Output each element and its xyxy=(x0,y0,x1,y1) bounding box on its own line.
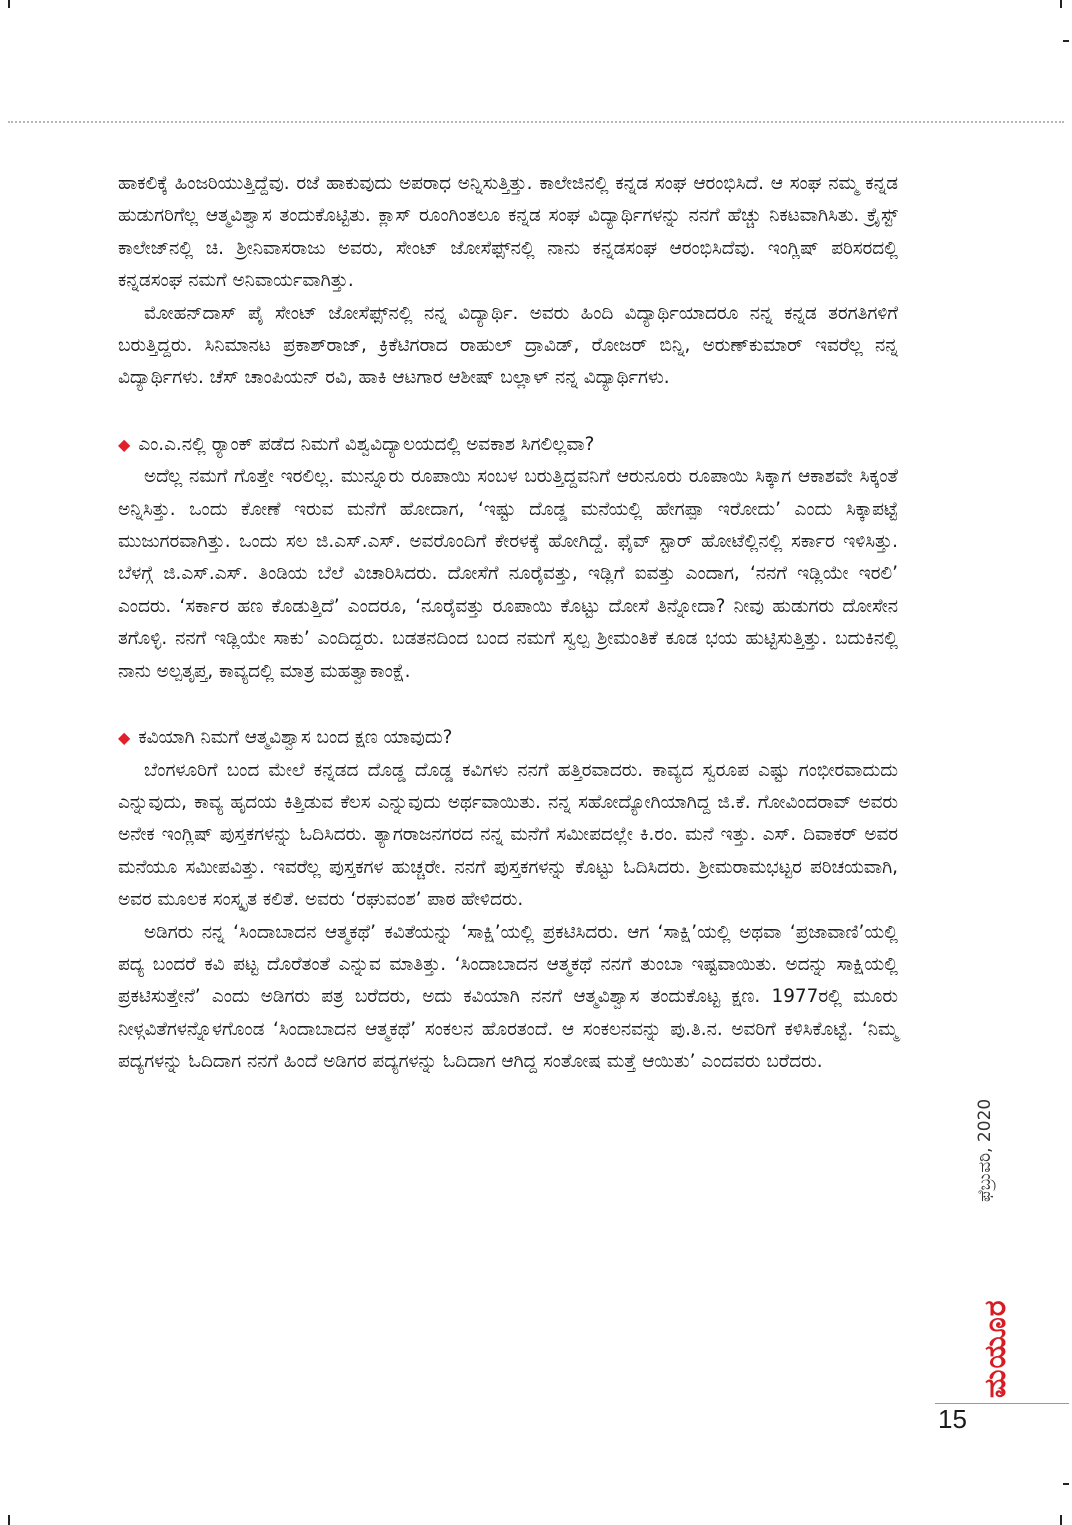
magazine-logo: ಮಯೂರ xyxy=(978,1299,1013,1398)
paragraph: ಬೆಂಗಳೂರಿಗೆ ಬಂದ ಮೇಲೆ ಕನ್ನಡದ ದೊಡ್ಡ ದೊಡ್ಡ ಕವಿಗಳು ನನಗೆ ಹತ್ತಿರವಾದರು. ಕಾವ್ಯದ ಸ್ವರೂಪ ಎಷ್ಟು ಗಂಭೀರವಾದುದು ಎನ್ನುವುದು, ಕಾವ್ಯ ಹೃದಯ ಕಿತ್ತಿಡುವ ಕೆಲಸ ಎನ್ನುವುದು ಅರ್ಥವಾಯಿತು. ನನ್ನ ಸಹೋದ್ಯೋಗಿಯಾಗಿದ್ದ ಜಿ.ಕೆ. ಗೋವಿಂದರಾವ್ ಅವರು ಅನೇಕ ಇಂಗ್ಲಿಷ್ ಪುಸ್ತಕಗಳನ್ನು ಓದಿಸಿದರು. ತ್ಯಾಗರಾಜನಗರದ ನನ್ನ ಮನೆಗೆ ಸಮೀಪದಲ್ಲೇ ಕಿ.ರಂ. ಮನೆ ಇತ್ತು. ಎಸ್. ದಿವಾಕರ್ ಅವರ ಮನೆಯೂ ಸಮೀಪವಿತ್ತು. ಇವರೆಲ್ಲ ಪುಸ್ತಕಗಳ ಹುಚ್ಚರೇ. ನನಗೆ ಪುಸ್ತಕಗಳನ್ನು ಕೊಟ್ಟು ಓದಿಸಿದರು. ಶ್ರೀಮರಾಮಭಟ್ಟರ ಪರಿಚಯವಾಗಿ, ಅವರ ಮೂಲಕ ಸಂಸ್ಕೃತ ಕಲಿತೆ. ಅವರು ‘ರಘುವಂಶ’ ಪಾಠ ಹೇಳಿದರು. xyxy=(118,759,898,911)
side-footer xyxy=(935,1082,1013,1402)
diamond-bullet-icon: ◆ xyxy=(118,728,131,748)
paragraph: ಹಾಕಲಿಕ್ಕೆ ಹಿಂಜರಿಯುತ್ತಿದ್ದೆವು. ರಜೆ ಹಾಕುವುದು ಅಪರಾಧ ಅನ್ನಿಸುತ್ತಿತ್ತು. ಕಾಲೇಜಿನಲ್ಲಿ ಕನ್ನಡ ಸಂಘ ಆರಂಭಿಸಿದೆ. ಆ ಸಂಘ ನಮ್ಮ ಕನ್ನಡ ಹುಡುಗರಿಗೆಲ್ಲ ಆತ್ಮವಿಶ್ವಾಸ ತಂದುಕೊಟ್ಟಿತು. ಕ್ಲಾಸ್ ರೂಂಗಿಂತಲೂ ಕನ್ನಡ ಸಂಘ ವಿದ್ಯಾರ್ಥಿಗಳನ್ನು ನನಗೆ ಹೆಚ್ಚು ನಿಕಟವಾಗಿಸಿತು. ಕ್ರೈಸ್ಟ್ ಕಾಲೇಜ್‌ನಲ್ಲಿ ಚಿ. ಶ್ರೀನಿವಾಸರಾಜು ಅವರು, ಸೇಂಟ್ ಜೋಸೆಫ್ಸ್‌ನಲ್ಲಿ ನಾನು ಕನ್ನಡಸಂಘ ಆರಂಭಿಸಿದೆವು. ಇಂಗ್ಲಿಷ್ ಪರಿಸರದಲ್ಲಿ ಕನ್ನಡಸಂಘ ನಮಗೆ ಅನಿವಾರ್ಯವಾಗಿತ್ತು. xyxy=(118,173,898,292)
question-text: ಕವಿಯಾಗಿ ನಿಮಗೆ ಆತ್ಮವಿಶ್ವಾಸ ಬಂದ ಕ್ಷಣ ಯಾವುದು? xyxy=(138,727,453,749)
crop-mark xyxy=(1063,40,1069,42)
paragraph: ಅದೆಲ್ಲ ನಮಗೆ ಗೊತ್ತೇ ಇರಲಿಲ್ಲ. ಮುನ್ನೂರು ರೂಪಾಯಿ ಸಂಬಳ ಬರುತ್ತಿದ್ದವನಿಗೆ ಆರುನೂರು ರೂಪಾಯಿ ಸಿಕ್ಕಾಗ ಆಕಾಶವೇ ಸಿಕ್ಕಂತೆ ಅನ್ನಿಸಿತ್ತು. ಒಂದು ಕೋಣೆ ಇರುವ ಮನೆಗೆ ಹೋದಾಗ, ‘ಇಷ್ಟು ದೊಡ್ಡ ಮನೆಯಲ್ಲಿ ಹೇಗಪ್ಪಾ ಇರೋದು’ ಎಂದು ಸಿಕ್ಕಾಪಟ್ಟೆ ಮುಜುಗರವಾಗಿತ್ತು. ಒಂದು ಸಲ ಜಿ.ಎಸ್.ಎಸ್. ಅವರೊಂದಿಗೆ ಕೇರಳಕ್ಕೆ ಹೋಗಿದ್ದೆ. ಫೈವ್ ಸ್ಟಾರ್ ಹೋಟೆಲ್ಲಿನಲ್ಲಿ ಸರ್ಕಾರ ಇಳಿಸಿತ್ತು. ಬೆಳಗ್ಗೆ ಜಿ.ಎಸ್.ಎಸ್. ತಿಂಡಿಯ ಬೆಲೆ ವಿಚಾರಿಸಿದರು. ದೋಸೆಗೆ ನೂರೈವತ್ತು, ಇಡ್ಲಿಗೆ ಐವತ್ತು ಎಂದಾಗ, ‘ನನಗೆ ಇಡ್ಲಿಯೇ ಇರಲಿ’ ಎಂದರು. ‘ಸರ್ಕಾರ ಹಣ ಕೊಡುತ್ತಿದೆ’ ಎಂದರೂ, ‘ನೂರೈವತ್ತು ರೂಪಾಯಿ ಕೊಟ್ಟು ದೋಸೆ ತಿನ್ನೋದಾ? ನೀವು ಹುಡುಗರು ದೋಸೇನ ತಗೊಳ್ಳಿ. ನನಗೆ ಇಡ್ಲಿಯೇ ಸಾಕು’ ಎಂದಿದ್ದರು. ಬಡತನದಿಂದ ಬಂದ ನಮಗೆ ಸ್ವಲ್ಪ ಶ್ರೀಮಂತಿಕೆ ಕೂಡ ಭಯ ಹುಟ್ಟಿಸುತ್ತಿತ್ತು. ಬದುಕಿನಲ್ಲಿ ನಾನು ಅಲ್ಪತೃಪ್ತ, ಕಾವ್ಯದಲ್ಲಿ ಮಾತ್ರ ಮಹತ್ವಾಕಾಂಕ್ಷೆ. xyxy=(118,466,898,682)
paragraph: ಮೋಹನ್‌ದಾಸ್ ಪೈ ಸೇಂಟ್ ಜೋಸೆಫ್ಸ್‌ನಲ್ಲಿ ನನ್ನ ವಿದ್ಯಾರ್ಥಿ. ಅವರು ಹಿಂದಿ ವಿದ್ಯಾರ್ಥಿಯಾದರೂ ನನ್ನ ಕನ್ನಡ ತರಗತಿಗಳಿಗೆ ಬರುತ್ತಿದ್ದರು. ಸಿನಿಮಾನಟ ಪ್ರಕಾಶ್‌ರಾಜ್, ಕ್ರಿಕೆಟಿಗರಾದ ರಾಹುಲ್ ದ್ರಾವಿಡ್, ರೋಜರ್ ಬಿನ್ನಿ, ಅರುಣ್‌ಕುಮಾರ್ ಇವರೆಲ್ಲ ನನ್ನ ವಿದ್ಯಾರ್ಥಿಗಳು. ಚೆಸ್ ಚಾಂಪಿಯನ್ ರವಿ, ಹಾಕಿ ಆಟಗಾರ ಆಶೀಷ್ ಬಲ್ಲಾಳ್ ನನ್ನ ವಿದ್ಯಾರ್ಥಿಗಳು. xyxy=(118,302,898,389)
page-number: 15 xyxy=(938,1404,967,1434)
paragraph: ಅಡಿಗರು ನನ್ನ ‘ಸಿಂದಾಬಾದನ ಆತ್ಮಕಥೆ’ ಕವಿತೆಯನ್ನು ‘ಸಾಕ್ಷಿ’ಯಲ್ಲಿ ಪ್ರಕಟಿಸಿದರು. ಆಗ ‘ಸಾಕ್ಷಿ’ಯಲ್ಲಿ ಅಥವಾ ‘ಪ್ರಜಾವಾಣಿ’ಯಲ್ಲಿ ಪದ್ಯ ಬಂದರೆ ಕವಿ ಪಟ್ಟ ದೊರೆತಂತೆ ಎನ್ನುವ ಮಾತಿತ್ತು. ‘ಸಿಂದಾಬಾದನ ಆತ್ಮಕಥೆ ನನಗೆ ತುಂಬಾ ಇಷ್ಟವಾಯಿತು. ಅದನ್ನು ಸಾಕ್ಷಿಯಲ್ಲಿ ಪ್ರಕಟಿಸುತ್ತೇನೆ’ ಎಂದು ಅಡಿಗರು ಪತ್ರ ಬರೆದರು, ಅದು ಕವಿಯಾಗಿ ನನಗೆ ಆತ್ಮವಿಶ್ವಾಸ ತಂದುಕೊಟ್ಟ ಕ್ಷಣ. 1977ರಲ್ಲಿ ಮೂರು ನೀಳ್ಗವಿತೆಗಳನ್ನೊಳಗೊಂಡ ‘ಸಿಂದಾಬಾದನ ಆತ್ಮಕಥೆ’ ಸಂಕಲನ ಹೊರತಂದೆ. ಆ ಸಂಕಲನವನ್ನು ಪು.ತಿ.ನ. ಅವರಿಗೆ ಕಳಿಸಿಕೊಟ್ಟೆ. ‘ನಿಮ್ಮ ಪದ್ಯಗಳನ್ನು ಓದಿದಾಗ ನನಗೆ ಹಿಂದೆ ಅಡಿಗರ ಪದ್ಯಗಳನ್ನು ಓದಿದಾಗ ಆಗಿದ್ದ ಸಂತೋಷ ಮತ್ತೆ ಆಯಿತು’ ಎಂದವರು ಬರೆದರು. xyxy=(118,921,898,1073)
crop-mark xyxy=(1060,1515,1062,1525)
diamond-bullet-icon: ◆ xyxy=(118,434,131,454)
dotted-divider xyxy=(8,121,1064,123)
article-body xyxy=(118,168,898,1079)
crop-mark xyxy=(8,1515,10,1525)
crop-mark xyxy=(8,0,10,8)
question-heading xyxy=(118,722,898,754)
question-text: ಎಂ.ಎ.ನಲ್ಲಿ ರ್‍ಯಾಂಕ್ ಪಡೆದ ನಿಮಗೆ ವಿಶ್ವವಿದ್ಯಾಲಯದಲ್ಲಿ ಅವಕಾಶ ಸಿಗಲಿಲ್ಲವಾ? xyxy=(138,433,595,455)
question-heading xyxy=(118,429,898,461)
crop-mark xyxy=(1063,1483,1069,1485)
issue-date: ಫೆಬ್ರುವರಿ, 2020 xyxy=(975,1098,995,1202)
crop-mark xyxy=(1060,0,1062,8)
